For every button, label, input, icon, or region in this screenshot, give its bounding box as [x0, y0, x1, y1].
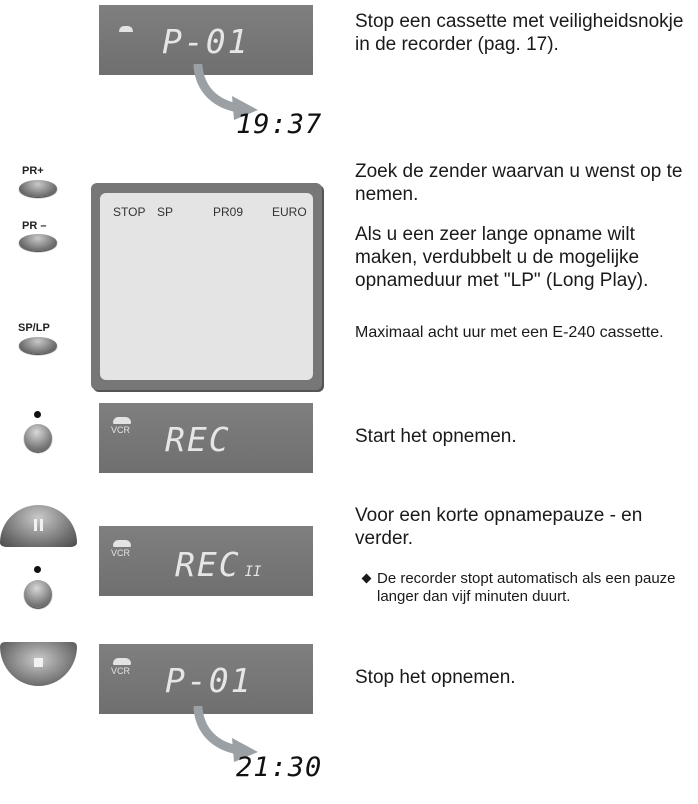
osd-speed: SP [157, 205, 174, 219]
osd-program: PR09 [213, 205, 244, 219]
pr-plus-button[interactable] [19, 180, 57, 197]
record-button[interactable] [24, 424, 52, 452]
tv-screen-display [100, 193, 313, 380]
clock-readout: 21:30 [236, 752, 323, 783]
step-text: Start het opnemen. [355, 426, 517, 447]
tv-screen [91, 183, 322, 390]
stop-button[interactable] [0, 642, 77, 686]
sp-lp-label: SP/LP [18, 322, 50, 334]
pause-icon [33, 519, 45, 531]
list-item [363, 570, 693, 606]
pr-plus-label: PR+ [22, 165, 44, 177]
list-item-text: De recorder stopt automatisch als een pauze langer dan vijf minuten duurt. [377, 570, 676, 605]
step-text: Stop het opnemen. [355, 667, 516, 688]
pause-button[interactable] [0, 505, 77, 547]
step-text: Voor een korte opnamepauze - en verder. [355, 505, 643, 549]
indicator-dot [34, 566, 41, 573]
clock-readout: 19:37 [236, 109, 323, 140]
stop-icon [34, 658, 43, 667]
step-text: Als u een zeer lange opname wilt maken, verdubbelt u de mogelijke opnameduur met "LP" (Long Play). [355, 224, 649, 291]
diamond-bullet-icon [362, 574, 372, 584]
vcr-phone-icon: VCR [111, 540, 133, 564]
step-text: Zoek de zender waarvan u wenst op te nemen. [355, 161, 683, 205]
step-text: Stop een cassette met veiligheidsnokje in de recorder (pag. 17). [355, 11, 684, 55]
record-button[interactable] [24, 580, 52, 608]
step-note: Maximaal acht uur met een E-240 cassette. [355, 324, 664, 341]
vcr-phone-icon: VCR [111, 417, 133, 441]
lcd-display-text: P-01 [165, 661, 253, 700]
phone-icon [119, 26, 133, 32]
indicator-dot [34, 411, 41, 418]
lcd-display-text [175, 545, 262, 584]
lcd-rec-text: REC [175, 545, 241, 584]
lcd-pause-suffix: II [244, 564, 262, 580]
pr-minus-button[interactable] [19, 234, 57, 251]
sp-lp-button[interactable] [19, 337, 57, 354]
lcd-display-pause [99, 526, 313, 596]
lcd-display-record [99, 403, 313, 473]
pr-minus-label: PR – [22, 220, 47, 232]
note-list [363, 570, 693, 606]
vcr-phone-icon: VCR [111, 658, 133, 682]
lcd-display-text: REC [165, 420, 231, 459]
lcd-display-stop [99, 644, 313, 714]
osd-system: EURO [272, 205, 307, 219]
osd-status: STOP [113, 205, 146, 219]
lcd-display-text: P-01 [162, 22, 250, 61]
